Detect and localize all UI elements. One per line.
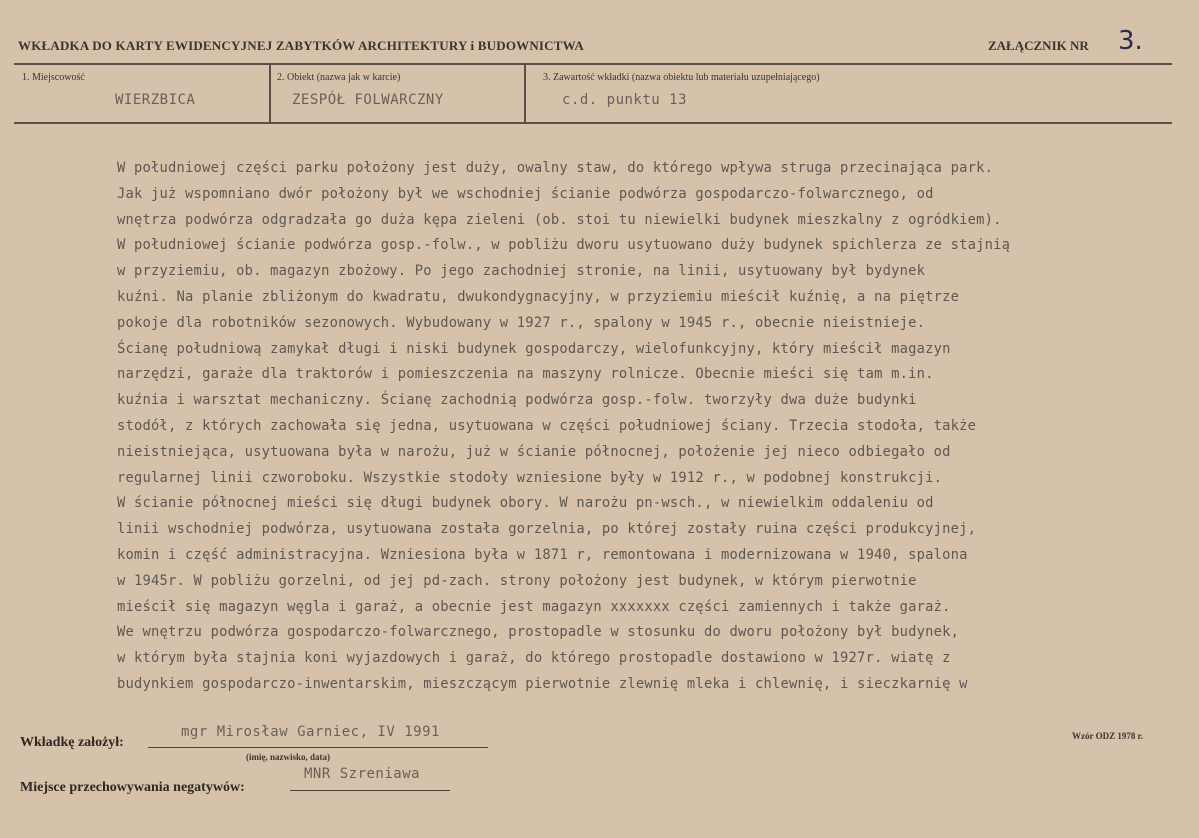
text-line: stodół, z których zachowała się jedna, usytuowana w części południowej ściany. Trzecia stodoła, także [117, 417, 977, 434]
text-line: Ścianę południową zamykał długi i niski budynek gospodarczy, wielofunkcyjny, który mieścił magazyn [117, 340, 951, 357]
field-label-location: 1. Miejscowość [22, 72, 85, 83]
field-value-contents: c.d. punktu 13 [562, 92, 688, 108]
text-line: w 1945r. W pobliżu gorzelni, od jej pd-zach. strony położony jest budynek, w którym pierwotnie [117, 572, 917, 589]
negatives-value: MNR Szreniawa [304, 766, 421, 782]
text-line: w przyziemiu, ob. magazyn zbożowy. Po jego zachodniej stronie, na linii, usytuowany był bydynek [117, 263, 926, 280]
typed-description [117, 156, 1187, 698]
form-code: Wzór ODZ 1978 r. [1072, 731, 1143, 741]
text-line: narzędzi, garaże dla traktorów i pomieszczenia na maszyny rolnicze. Obecnie mieści się tam m.in. [117, 366, 934, 383]
text-line: kuźnia i warsztat mechaniczny. Ścianę zachodnią podwórza gosp.-folw. tworzyły dwa duże budynki [117, 392, 917, 409]
text-line: budynkiem gospodarczo-inwentarskim, mieszczącym pierwotnie zlewnię mleka i chlewnię, i sieczkarnię w [117, 675, 968, 692]
text-line: w którym była stajnia koni wyjazdowych i garaż, do którego prostopadle dostawiono w 1927r. wiatę z [117, 650, 951, 667]
text-line: W południowej części parku położony jest duży, owalny staw, do którego wpływa struga przecinająca park. [117, 160, 994, 176]
text-line: wnętrza podwórza odgradzała go duża kępa zieleni (ob. stoi tu niewielki budynek mieszkalny z ogródkiem). [117, 211, 1002, 228]
text-line: komin i część administracyjna. Wzniesiona była w 1871 r, remontowana i modernizowana w 1940, spalona [117, 546, 968, 563]
text-line: W południowej ścianie podwórza gosp.-folw., w pobliżu dworu usytuowano duży budynek spichlerza ze stajnią [117, 237, 1011, 254]
field-label-object: 2. Obiekt (nazwa jak w karcie) [277, 72, 401, 83]
text-line: regularnej linii czworoboku. Wszystkie stodoły wzniesione były w 1912 r., w podobnej konstrukcji. [117, 469, 943, 486]
founder-label: Wkładkę założył: [20, 735, 124, 750]
text-line: nieistniejąca, usytuowana była w narożu, już w ścianie północnej, położenie jej nieco odbiegało od [117, 443, 951, 460]
annex-label: ZAŁĄCZNIK NR [988, 38, 1089, 53]
annex-number: 3. [1118, 26, 1143, 56]
field-label-contents: 3. Zawartość wkładki (nazwa obiektu lub materiału uzupełniającego) [543, 72, 820, 83]
negatives-underline [290, 790, 450, 791]
field-value-location: WIERZBICA [115, 92, 196, 108]
text-line: mieścił się magazyn węgla i garaż, a obecnie jest magazyn xxxxxxx części zamiennych i także garaż. [117, 598, 951, 615]
form-title: WKŁADKA DO KARTY EWIDENCYJNEJ ZABYTKÓW ARCHITEKTURY i BUDOWNICTWA [18, 38, 584, 53]
text-line: Jak już wspomniano dwór położony był we wschodniej ścianie podwórza gospodarczo-folwarcznego, od [117, 185, 934, 202]
header-top-rule [14, 63, 1172, 65]
text-line: kuźni. Na planie zbliżonym do kwadratu, dwukondygnacyjny, w przyziemiu mieścił kuźnię, a na piętrze [117, 288, 960, 305]
founder-underline [148, 747, 488, 748]
text-line: linii wschodniej podwórza, usytuowana została gorzelnia, po której zostały ruina części produkcyjnej, [117, 521, 977, 538]
field-divider-1 [269, 64, 271, 123]
text-line: W ścianie północnej mieści się długi budynek obory. W narożu pn-wsch., w niewielkim oddaleniu od [117, 495, 934, 512]
text-line: pokoje dla robotników sezonowych. Wybudowany w 1927 r., spalony w 1945 r., obecnie nieistnieje. [117, 314, 926, 331]
text-line: We wnętrzu podwórza gospodarczo-folwarcznego, prostopadle w stosunku do dworu położony był budynek, [117, 624, 960, 641]
header-bottom-rule [14, 122, 1172, 124]
field-divider-2 [524, 64, 526, 123]
negatives-label: Miejsce przechowywania negatywów: [20, 780, 245, 795]
founder-hint: (imię, nazwisko, data) [246, 752, 330, 762]
founder-value: mgr Mirosław Garniec, IV 1991 [181, 724, 440, 740]
field-value-object: ZESPÓŁ FOLWARCZNY [292, 92, 444, 108]
